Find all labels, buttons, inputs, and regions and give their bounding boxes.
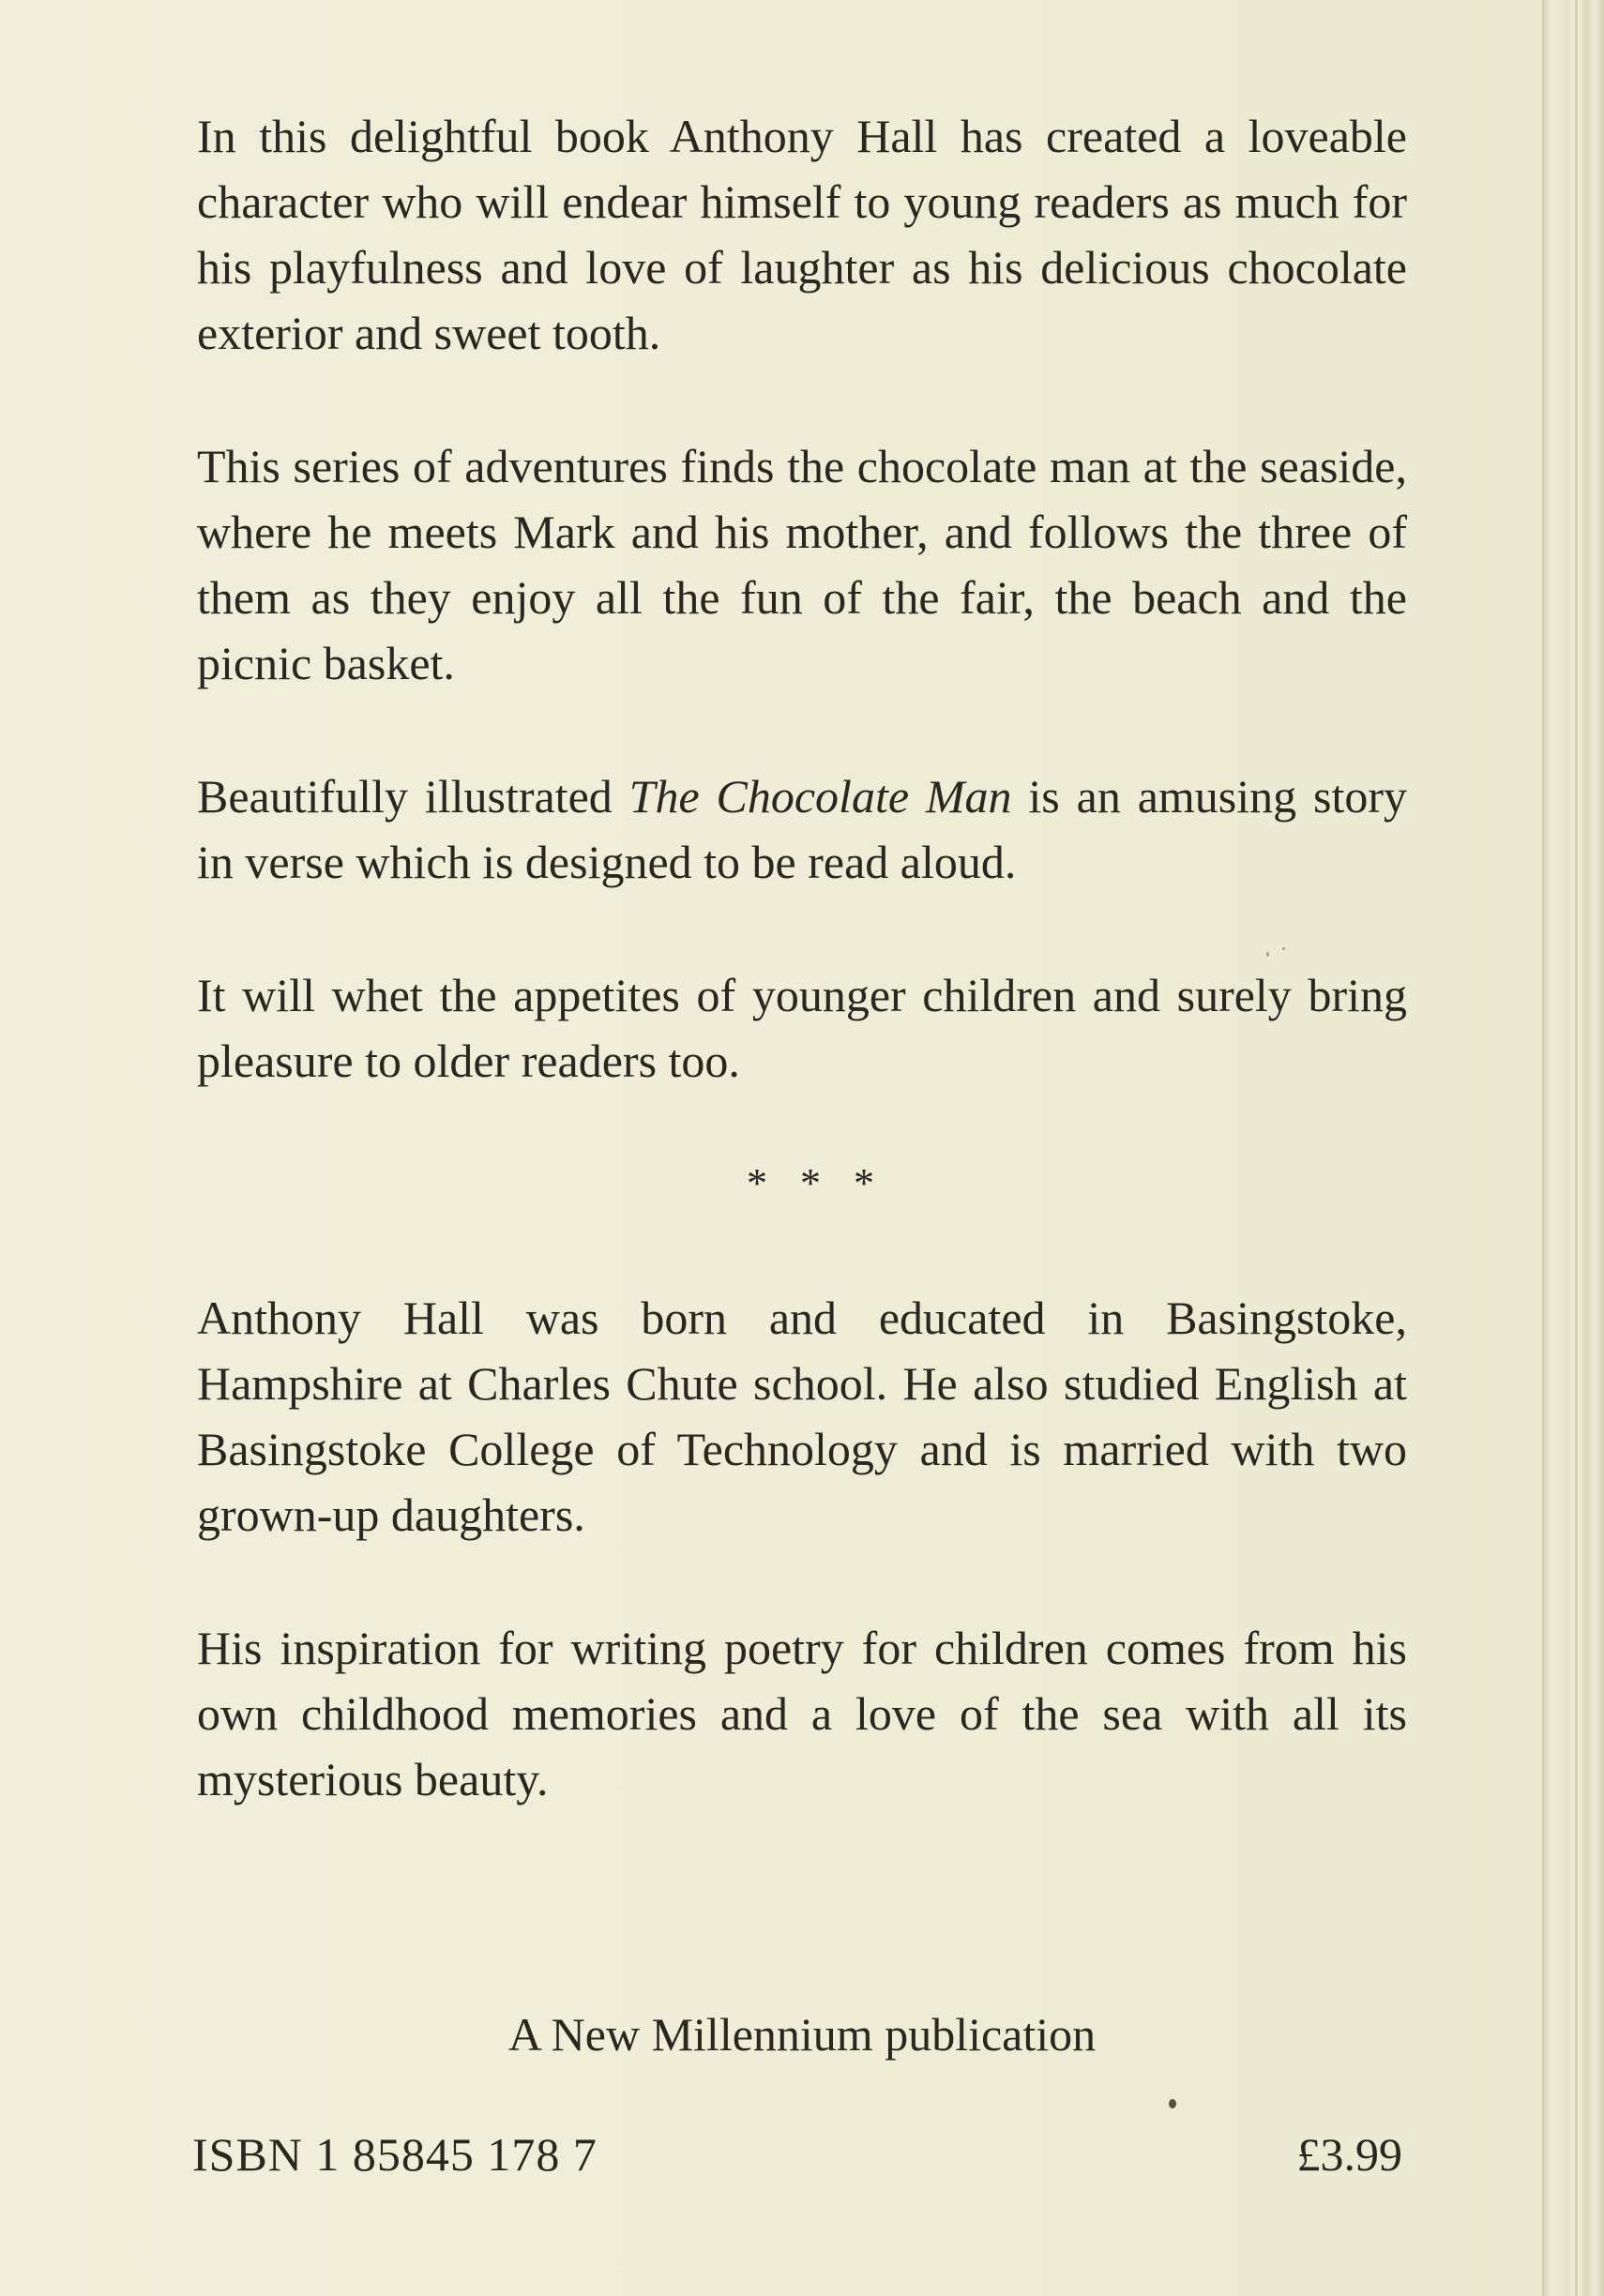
spine-crease bbox=[1575, 0, 1578, 2296]
blurb-paragraph-intro: In this delightful book Anthony Hall has created a loveable character who will endear himself to young readers as much for his playfulness and love of laughter as his delicious chocolate exterior and sweet tooth. bbox=[197, 110, 1407, 359]
blurb-text-block bbox=[197, 103, 1407, 1812]
blurb-text: Beautifully illustrated bbox=[197, 770, 629, 823]
print-speck bbox=[1169, 2099, 1176, 2108]
book-title: The Chocolate Man bbox=[628, 770, 1012, 823]
author-bio-paragraph: Anthony Hall was born and educated in Basingstoke, Hampshire at Charles Chute school. He also studied English at Basingstoke College of Technology and is married with two grown-up daughters. bbox=[197, 1292, 1407, 1541]
blurb-paragraph-story: This series of adventures finds the chocolate man at the seaside, where he meets Mark and his mother, and follows the three of them as they enjoy all the fun of the fair, the beach and the picnic basket. bbox=[197, 440, 1407, 689]
price-label: £3.99 bbox=[1296, 2128, 1402, 2181]
blurb-text: is an amusing story in verse which is designed to be read aloud. bbox=[197, 770, 1407, 888]
section-separator: * * * bbox=[747, 1160, 885, 1206]
blurb-paragraph-audience: It will whet the appetites of younger children and surely bring pleasure to older readers too. bbox=[197, 969, 1407, 1087]
author-inspiration-paragraph: His inspiration for writing poetry for children comes from his own childhood memories and a love of the sea with all its mysterious beauty. bbox=[197, 1622, 1407, 1805]
print-speck bbox=[1282, 947, 1285, 950]
print-speck bbox=[1266, 952, 1269, 957]
publisher-text: A New Millennium publication bbox=[507, 2008, 1097, 2061]
blurb-paragraph-illustrated bbox=[197, 763, 1407, 895]
publisher-line bbox=[0, 2007, 1604, 2062]
isbn-number: ISBN 1 85845 178 7 bbox=[192, 2128, 598, 2181]
book-spine bbox=[1542, 0, 1604, 2296]
